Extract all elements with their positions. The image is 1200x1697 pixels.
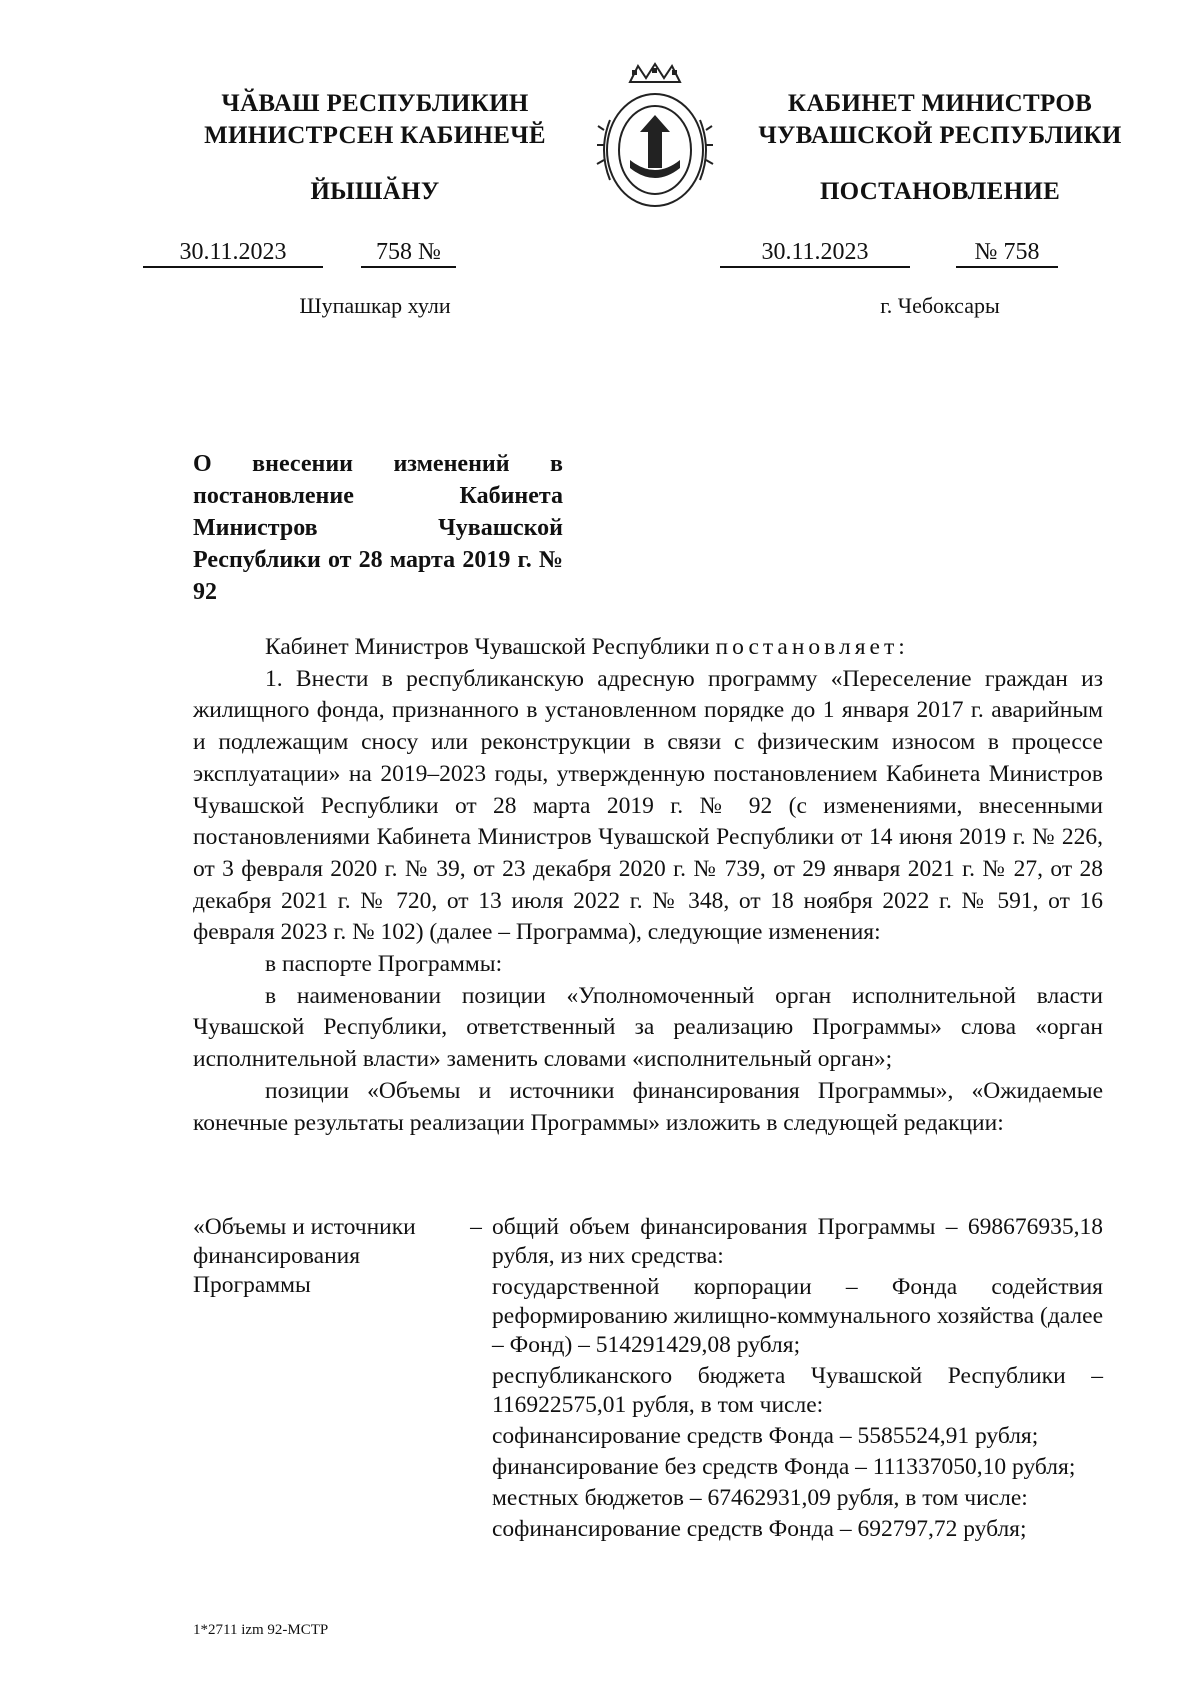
date-left: 30.11.2023 (143, 238, 323, 268)
paragraph-4: позиции «Объемы и источники финансирования Программы», «Ожидаемые конечные результаты реализации Программы» изложить в следующей редакции: (193, 1077, 1103, 1136)
intro-paragraph (193, 632, 1103, 664)
financing-item: местных бюджетов – 67462931,09 рубля, в том числе: (492, 1485, 1028, 1511)
financing-item: республиканского бюджета Чувашской Республики – 116922575,01 рубля, в том числе: (492, 1363, 1103, 1418)
header-right (745, 88, 1135, 152)
financing-block (193, 1213, 1103, 1546)
emblem (590, 60, 720, 210)
financing-item: государственной корпорации – Фонда содействия реформированию жилищно-коммунального хозяйства (далее – Фонд) – 514291429,08 рубля; (492, 1274, 1103, 1358)
financing-label: «Объемы и источники финансирования Программы (193, 1214, 416, 1298)
header-left-line1: ЧӐВАШ РЕСПУБЛИКИН (221, 90, 529, 117)
decree-right: ПОСТАНОВЛЕНИЕ (819, 178, 1061, 205)
number-left: 758 № (361, 238, 456, 268)
financing-item: общий объем финансирования Программы – 698676935,18 рубля, из них средства: (492, 1214, 1103, 1269)
header-right-line1: КАБИНЕТ МИНИСТРОВ (787, 90, 1093, 117)
date-line-left (143, 238, 456, 268)
place-right: г. Чебоксары (880, 293, 1000, 318)
financing-items (484, 1213, 1103, 1546)
date-line-right (720, 238, 1058, 268)
emblem-icon (590, 60, 720, 210)
intro-spaced: постановляет: (715, 634, 909, 660)
paragraph-3: в наименовании позиции «Уполномоченный орган исполнительной власти Чувашской Республики, ответственный за реализацию Программы» слова «орган исполнительной власти» заменить словами «исполнительный орган»; (193, 982, 1103, 1073)
footer-code: 1*2711 izm 92-МСТР (193, 1622, 329, 1638)
paragraph-1: 1. Внести в республиканскую адресную программу «Переселение граждан из жилищного фонда, признанного в установленном порядке до 1 января 2017 г. аварийным и подлежащим сносу или реконструкции в связи с физическим износом в процессе эксплуатации» на 2019–2023 годы, утвержденную постановлением Кабинета Министров Чувашской Республики от 28 марта 2019 г. № 92 (с изменениями, внесенными постановлениями Кабинета Министров Чувашской Республики от 14 июня 2019 г. № 226, от 3 февраля 2020 г. № 39, от 23 декабря 2020 г. № 739, от 29 января 2021 г. № 27, от 28 декабря 2021 г. № 720, от 13 июля 2022 г. № 348, от 18 ноября 2022 г. № 591, от 16 февраля 2023 г. № 102) (далее – Программа), следующие изменения: (193, 665, 1103, 946)
document-title: О внесении изменений в постановление Кабинета Министров Чувашской Республики от 28 марта 2019 г. № 92 (193, 451, 563, 605)
financing-dash: – (470, 1214, 482, 1240)
financing-item: софинансирование средств Фонда – 692797,72 рубля; (492, 1516, 1027, 1542)
financing-item: софинансирование средств Фонда – 5585524,91 рубля; (492, 1423, 1039, 1449)
financing-item: финансирование без средств Фонда – 111337050,10 рубля; (492, 1454, 1076, 1480)
date-right: 30.11.2023 (720, 238, 910, 268)
place-left: Шупашкар хули (299, 293, 451, 318)
intro-text: Кабинет Министров Чувашской Республики (265, 634, 716, 660)
paragraph-2: в паспорте Программы: (265, 951, 503, 978)
number-right: № 758 (956, 238, 1058, 268)
decree-left: ЙЫШӐНУ (310, 178, 440, 205)
header-left-line2: МИНИСТРСЕН КАБИНЕЧӖ (204, 122, 546, 149)
header-left (170, 88, 580, 152)
header-right-line2: ЧУВАШСКОЙ РЕСПУБЛИКИ (758, 122, 1122, 149)
document-body (193, 632, 1103, 1139)
